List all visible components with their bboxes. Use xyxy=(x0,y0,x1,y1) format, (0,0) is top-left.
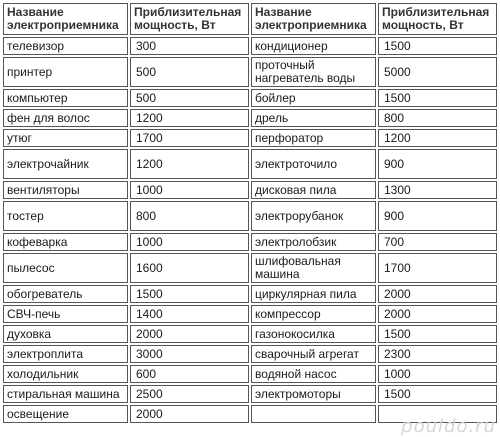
header-power-right: Приблизительная мощность, Вт xyxy=(378,3,497,35)
appliance-name: принтер xyxy=(3,57,128,87)
appliance-power: 2000 xyxy=(378,285,497,303)
appliance-name: дрель xyxy=(251,109,376,127)
appliance-name: духовка xyxy=(3,325,128,343)
appliance-power: 1200 xyxy=(130,149,249,179)
appliance-power: 1200 xyxy=(378,129,497,147)
appliance-power: 500 xyxy=(130,89,249,107)
appliance-name: компрессор xyxy=(251,305,376,323)
appliance-power: 1500 xyxy=(378,89,497,107)
appliance-name: освещение xyxy=(3,405,128,423)
appliance-power: 1300 xyxy=(378,181,497,199)
appliance-power: 300 xyxy=(130,37,249,55)
appliance-power: 800 xyxy=(378,109,497,127)
appliance-power: 1000 xyxy=(378,365,497,383)
appliance-power: 1700 xyxy=(130,129,249,147)
appliance-power: 1000 xyxy=(130,181,249,199)
table-row xyxy=(3,305,497,323)
appliance-name: телевизор xyxy=(3,37,128,55)
appliance-power: 1500 xyxy=(378,325,497,343)
header-name-right: Название электроприемника xyxy=(251,3,376,35)
appliance-power: 2300 xyxy=(378,345,497,363)
table-row xyxy=(3,89,497,107)
appliance-power: 1500 xyxy=(130,285,249,303)
appliance-name: тостер xyxy=(3,201,128,231)
appliance-power: 900 xyxy=(378,201,497,231)
appliance-power: 1000 xyxy=(130,233,249,251)
appliance-name: электрорубанок xyxy=(251,201,376,231)
header-power-left: Приблизительная мощность, Вт xyxy=(130,3,249,35)
appliance-name: электроточило xyxy=(251,149,376,179)
appliance-power: 1600 xyxy=(130,253,249,283)
appliance-power: 2500 xyxy=(130,385,249,403)
appliance-power: 500 xyxy=(130,57,249,87)
table-row xyxy=(3,37,497,55)
table-row xyxy=(3,233,497,251)
table-row xyxy=(3,285,497,303)
appliance-name: компьютер xyxy=(3,89,128,107)
appliance-power: 2000 xyxy=(130,325,249,343)
appliance-power: 700 xyxy=(378,233,497,251)
table-row xyxy=(3,181,497,199)
appliance-name: электролобзик xyxy=(251,233,376,251)
appliance-name: дисковая пила xyxy=(251,181,376,199)
appliance-name: электроплита xyxy=(3,345,128,363)
table-row xyxy=(3,129,497,147)
appliance-power: 3000 xyxy=(130,345,249,363)
table-row xyxy=(3,149,497,179)
appliance-name: газонокосилка xyxy=(251,325,376,343)
appliance-power: 900 xyxy=(378,149,497,179)
appliance-name: шлифовальная машина xyxy=(251,253,376,283)
appliance-name: электрочайник xyxy=(3,149,128,179)
appliance-power: 2000 xyxy=(378,305,497,323)
appliance-name: бойлер xyxy=(251,89,376,107)
appliance-name: электромоторы xyxy=(251,385,376,403)
table-row xyxy=(3,365,497,383)
appliance-name: вентиляторы xyxy=(3,181,128,199)
appliance-name: проточный нагреватель воды xyxy=(251,57,376,87)
appliance-power: 800 xyxy=(130,201,249,231)
appliance-name xyxy=(251,405,376,423)
table-row xyxy=(3,57,497,87)
appliance-name: утюг xyxy=(3,129,128,147)
appliance-name: перфоратор xyxy=(251,129,376,147)
appliance-name: водяной насос xyxy=(251,365,376,383)
appliance-name: кофеварка xyxy=(3,233,128,251)
appliance-name: холодильник xyxy=(3,365,128,383)
appliance-name: кондиционер xyxy=(251,37,376,55)
table-row xyxy=(3,325,497,343)
table-row xyxy=(3,253,497,283)
appliance-power: 1500 xyxy=(378,385,497,403)
appliance-name: стиральная машина xyxy=(3,385,128,403)
appliance-name: сварочный агрегат xyxy=(251,345,376,363)
table-row xyxy=(3,201,497,231)
appliance-power: 5000 xyxy=(378,57,497,87)
header-name-left: Название электроприемника xyxy=(3,3,128,35)
appliance-power: 600 xyxy=(130,365,249,383)
appliance-power: 1400 xyxy=(130,305,249,323)
table-row xyxy=(3,385,497,403)
appliance-power: 1200 xyxy=(130,109,249,127)
appliance-name: фен для волос xyxy=(3,109,128,127)
table-row xyxy=(3,109,497,127)
appliance-power: 2000 xyxy=(130,405,249,423)
appliance-power: 1500 xyxy=(378,37,497,55)
header-row xyxy=(3,3,497,35)
appliance-name: пылесос xyxy=(3,253,128,283)
appliance-name: циркулярная пила xyxy=(251,285,376,303)
appliance-power-table xyxy=(1,1,499,425)
appliance-name: обогреватель xyxy=(3,285,128,303)
appliance-power: 1700 xyxy=(378,253,497,283)
appliance-name: СВЧ-печь xyxy=(3,305,128,323)
table-row xyxy=(3,345,497,363)
watermark: pouldo.ru xyxy=(401,416,496,437)
